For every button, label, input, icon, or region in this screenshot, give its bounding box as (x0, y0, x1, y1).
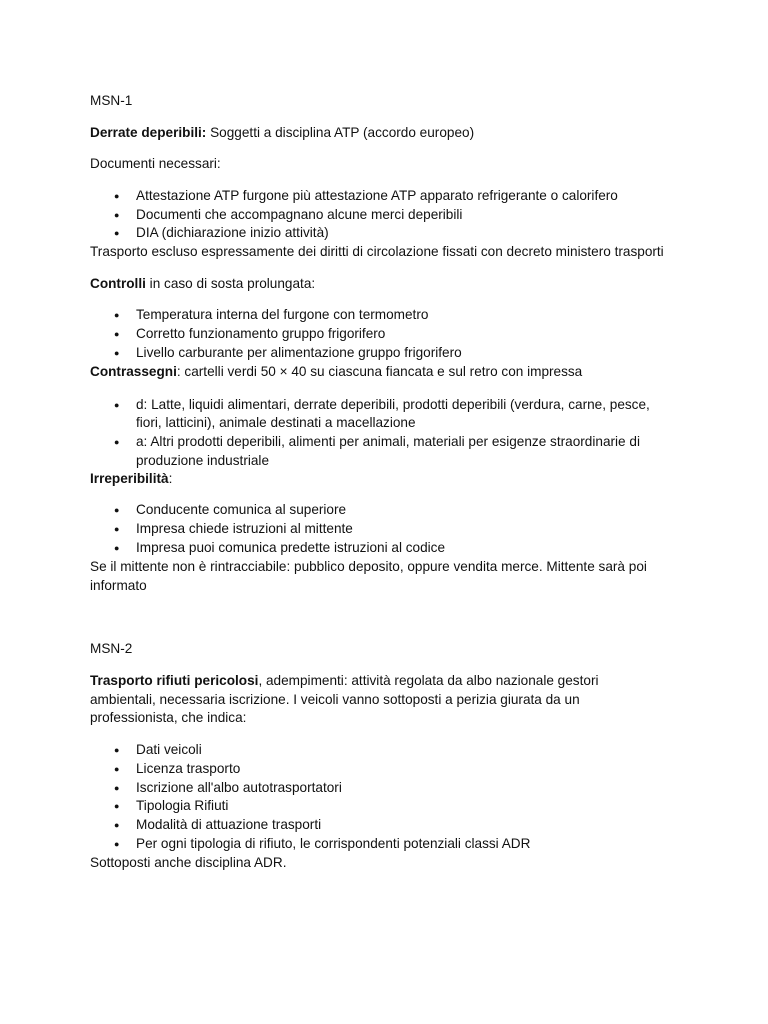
bullet-icon: ● (114, 505, 120, 515)
bullet-icon: ● (114, 228, 120, 238)
contrassegni-bold: Contrassegni (90, 364, 177, 379)
bullet-icon: ● (114, 801, 120, 811)
trasporto-paragraph-line2: ambientali, necessaria iscrizione. I veicoli vanno sottoposti a perizia giurata da un (90, 692, 580, 707)
irreperibilita-text: : (168, 471, 173, 486)
trasporto-escluso-text: Trasporto escluso espressamente dei diritti di circolazione fissati con decreto ministero trasporti (90, 244, 664, 259)
bullet-icon: ● (114, 329, 120, 339)
list-item: Impresa puoi comunica predette istruzioni al codice (136, 540, 446, 555)
bullet-icon: ● (114, 745, 120, 755)
bullet-icon: ● (114, 524, 120, 534)
derrate-bold: Derrate deperibili: (90, 125, 207, 140)
bullet-icon: ● (114, 210, 120, 220)
list-item: d: Latte, liquidi alimentari, derrate deperibili, prodotti deperibili (verdura, carne, pesce, (136, 397, 650, 412)
derrate-text: Soggetti a disciplina ATP (accordo europeo) (206, 125, 475, 140)
list-item: Documenti che accompagnano alcune merci deperibili (136, 207, 463, 222)
controlli-text: in caso di sosta prolungata: (145, 276, 316, 291)
bullet-icon: ● (114, 764, 120, 774)
section-heading-msn2: MSN-2 (90, 641, 133, 656)
list-item: Iscrizione all'albo autotrasportatori (136, 780, 342, 795)
bullet-icon: ● (114, 191, 120, 201)
bullet-icon: ● (114, 543, 120, 553)
list-item: a: Altri prodotti deperibili, alimenti per animali, materiali per esigenze straordinarie di (136, 434, 640, 449)
list-item: Temperatura interna del furgone con termometro (136, 307, 429, 322)
controlli-paragraph (90, 275, 315, 293)
list-item: DIA (dichiarazione inizio attività) (136, 225, 329, 240)
derrate-paragraph (90, 124, 474, 142)
controlli-bold: Controlli (90, 276, 146, 291)
list-item: Per ogni tipologia di rifiuto, le corrispondenti potenziali classi ADR (136, 836, 531, 851)
bullet-icon: ● (114, 839, 120, 849)
irreperibilita-bold: Irreperibilità (90, 471, 169, 486)
section-heading-msn1: MSN-1 (90, 93, 133, 108)
mittente-text-line1: Se il mittente non è rintracciabile: pubblico deposito, oppure vendita merce. Mittente sarà poi (90, 559, 647, 574)
trasporto-paragraph-line1 (90, 672, 599, 690)
list-item: Tipologia Rifiuti (136, 798, 229, 813)
list-item: Modalità di attuazione trasporti (136, 817, 322, 832)
contrassegni-text: : cartelli verdi 50 × 40 su ciascuna fiancata e sul retro con impressa (176, 364, 583, 379)
contrassegni-paragraph (90, 363, 582, 381)
list-item: Corretto funzionamento gruppo frigorifero (136, 326, 386, 341)
documenti-label: Documenti necessari: (90, 156, 221, 171)
bullet-icon: ● (114, 783, 120, 793)
list-item: Impresa chiede istruzioni al mittente (136, 521, 353, 536)
irreperibilita-paragraph (90, 470, 172, 488)
bullet-icon: ● (114, 820, 120, 830)
bullet-icon: ● (114, 348, 120, 358)
list-item: Dati veicoli (136, 742, 202, 757)
mittente-text-line2: informato (90, 578, 147, 593)
list-item: Attestazione ATP furgone più attestazione ATP apparato refrigerante o calorifero (136, 188, 618, 203)
trasporto-paragraph-line3: professionista, che indica: (90, 710, 247, 725)
list-item-continuation: fiori, latticini), animale destinati a macellazione (136, 415, 416, 430)
trasporto-text: , adempimenti: attività regolata da albo nazionale gestori (258, 673, 599, 688)
list-item: Livello carburante per alimentazione gruppo frigorifero (136, 345, 462, 360)
list-item-continuation: produzione industriale (136, 453, 270, 468)
bullet-icon: ● (114, 400, 120, 410)
list-item: Conducente comunica al superiore (136, 502, 347, 517)
trasporto-bold: Trasporto rifiuti pericolosi (90, 673, 259, 688)
footer-text: Sottoposti anche disciplina ADR. (90, 855, 287, 870)
bullet-icon: ● (114, 310, 120, 320)
list-item: Licenza trasporto (136, 761, 241, 776)
bullet-icon: ● (114, 437, 120, 447)
